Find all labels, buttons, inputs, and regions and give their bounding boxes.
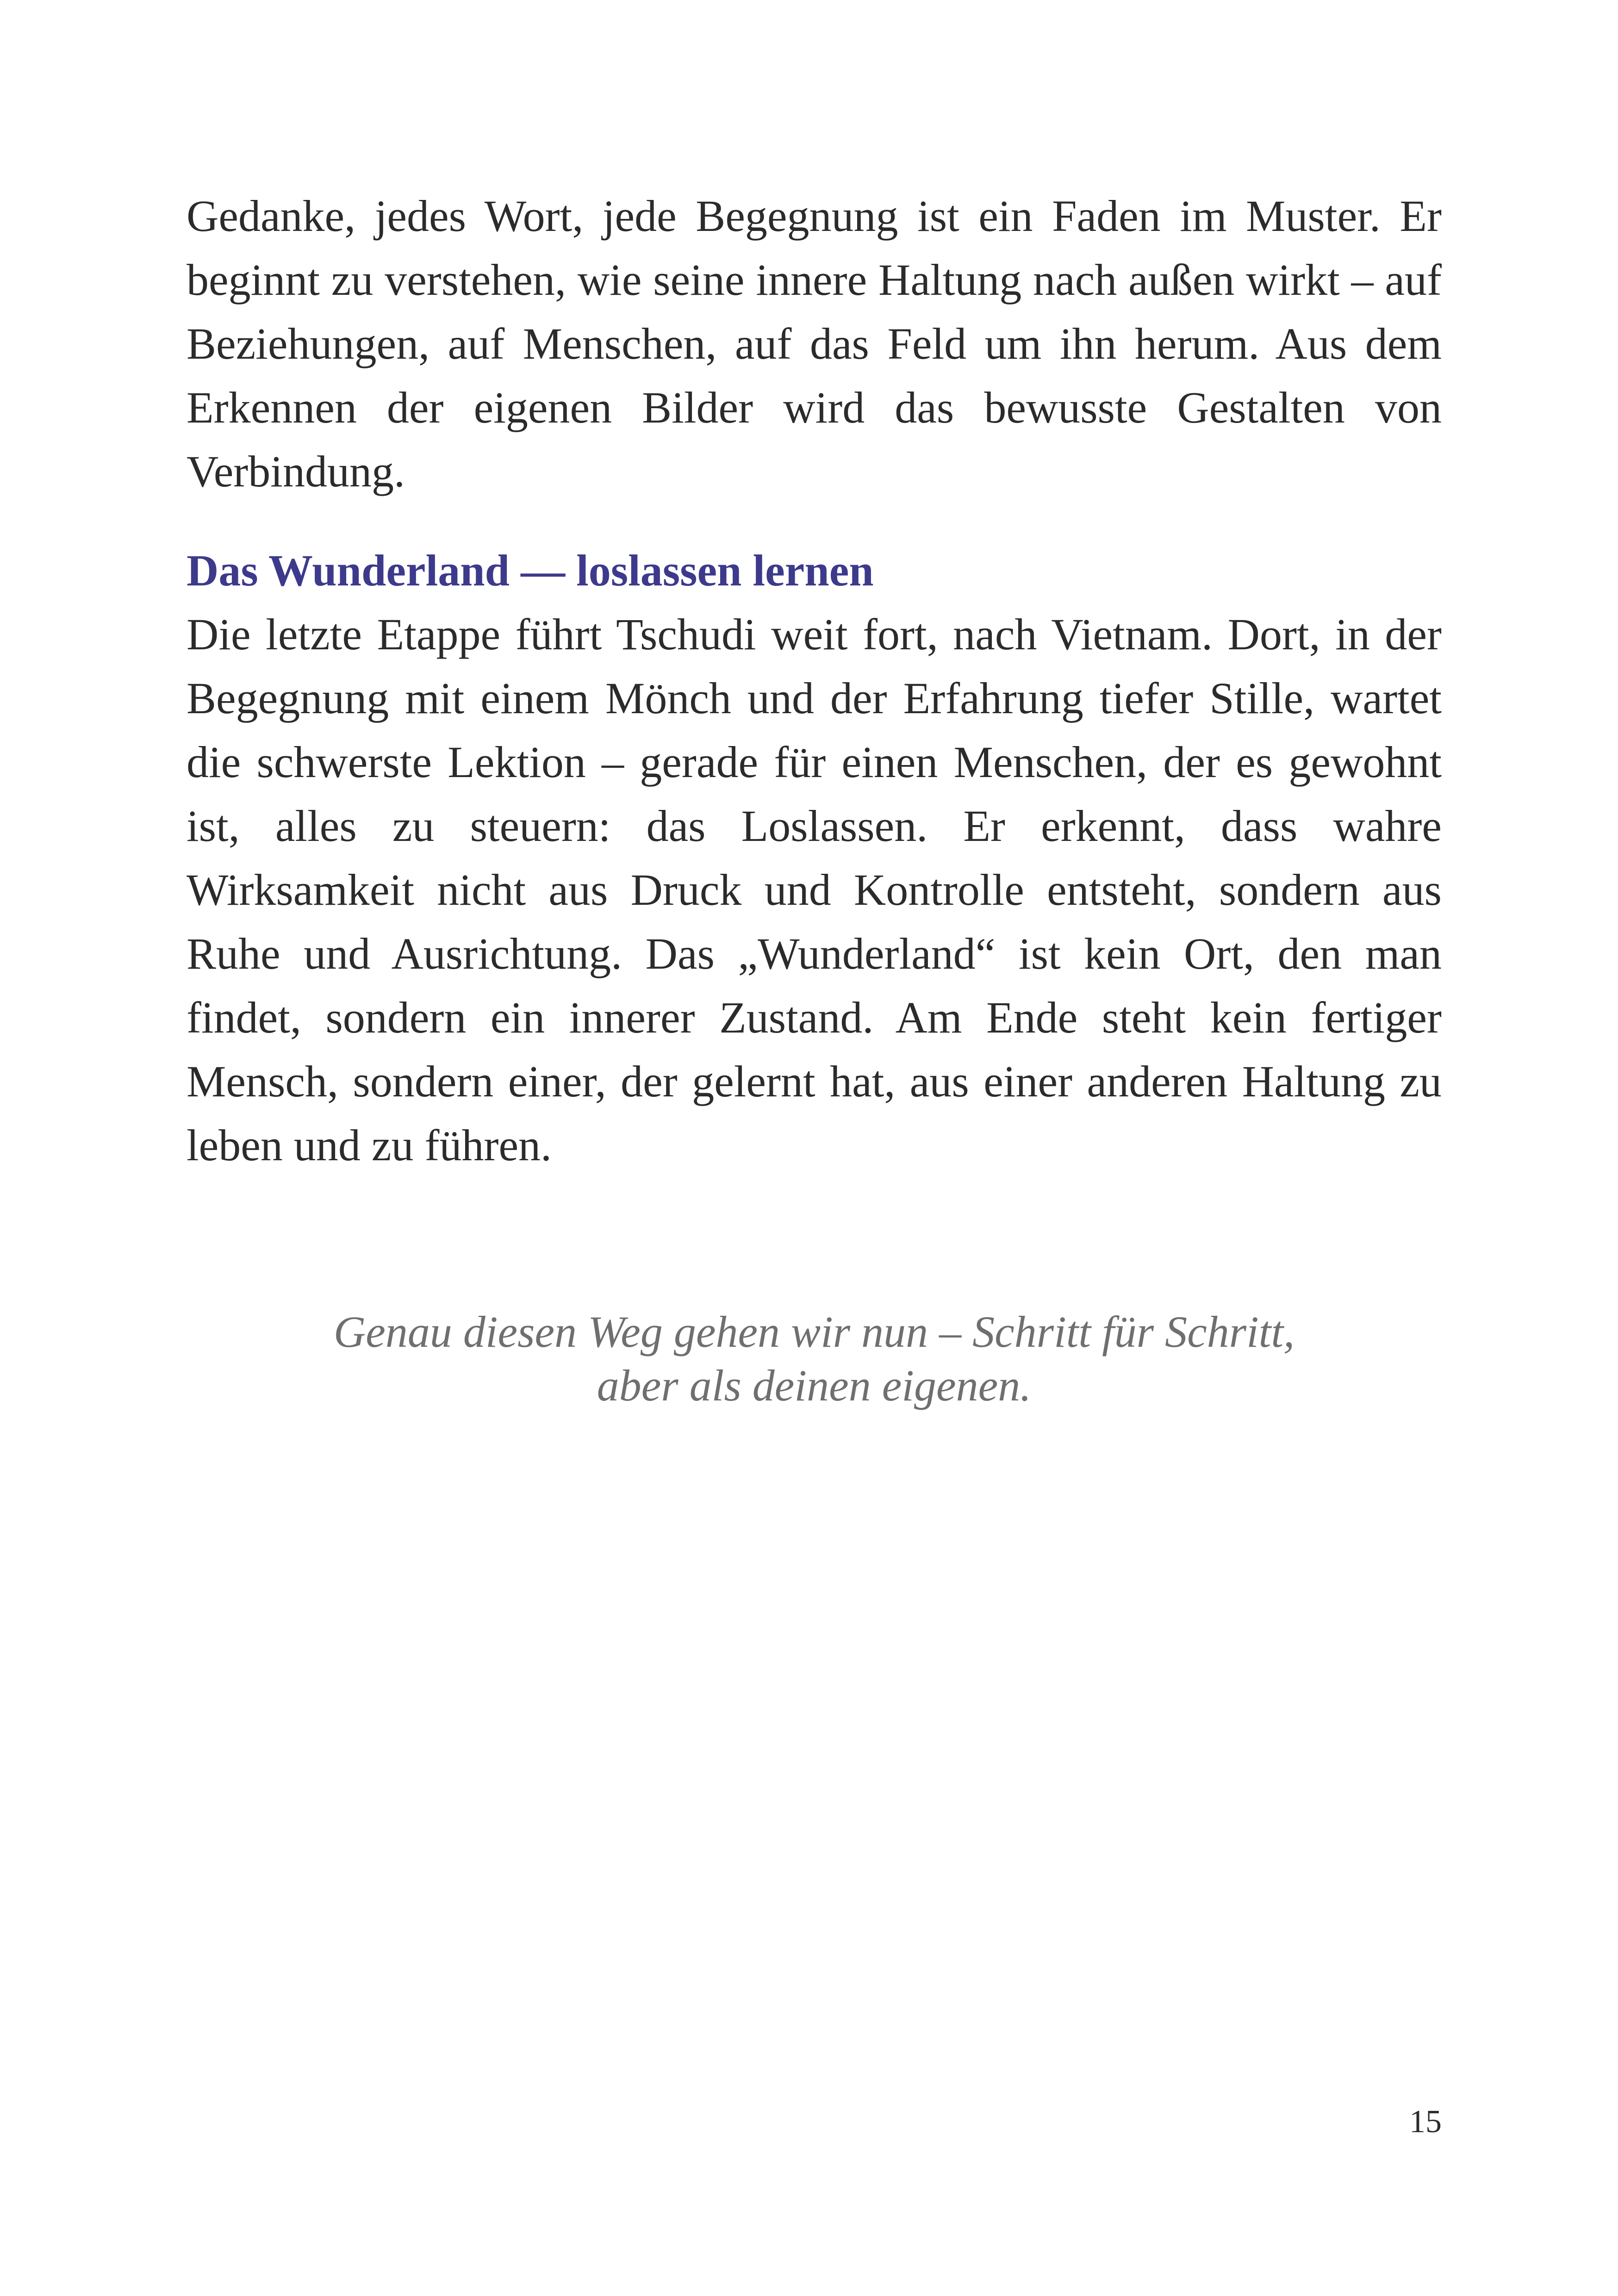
body-paragraph-1: Gedanke, jedes Wort, jede Begegnung ist ein Faden im Muster. Er beginnt zu verstehen, wie seine innere Haltung nach außen wirkt – auf Beziehungen, auf Menschen, auf das Feld um ihn herum. Aus dem Erkennen der eigenen Bilder wird das bewusste Gestalten von Verbindung. bbox=[187, 191, 1442, 496]
page-number: 15 bbox=[1409, 2104, 1442, 2140]
section-heading: Das Wunderland — loslassen lernen bbox=[187, 546, 874, 595]
closing-quote-line-1: Genau diesen Weg gehen wir nun – Schritt für Schritt, bbox=[333, 1307, 1295, 1356]
body-paragraph-2: Die letzte Etappe führt Tschudi weit fort, nach Vietnam. Dort, in der Begegnung mit einem Mönch und der Erfahrung tiefer Stille, wartet die schwerste Lektion – gerade für einen Menschen, der es gewohnt ist, alles zu steuern: das Loslassen. Er erkennt, dass wahre Wirksamkeit nicht aus Druck und Kontrolle entsteht, sondern aus Ruhe und Ausrichtung. Das „Wunderland“ ist kein Ort, den man findet, sondern ein innerer Zustand. Am Ende steht kein fertiger Mensch, sondern einer, der gelernt hat, aus einer anderen Haltung zu leben und zu führen. bbox=[187, 610, 1442, 1170]
closing-quote-line-2: aber als deinen eigenen. bbox=[597, 1361, 1032, 1410]
closing-quote bbox=[187, 1305, 1442, 1412]
